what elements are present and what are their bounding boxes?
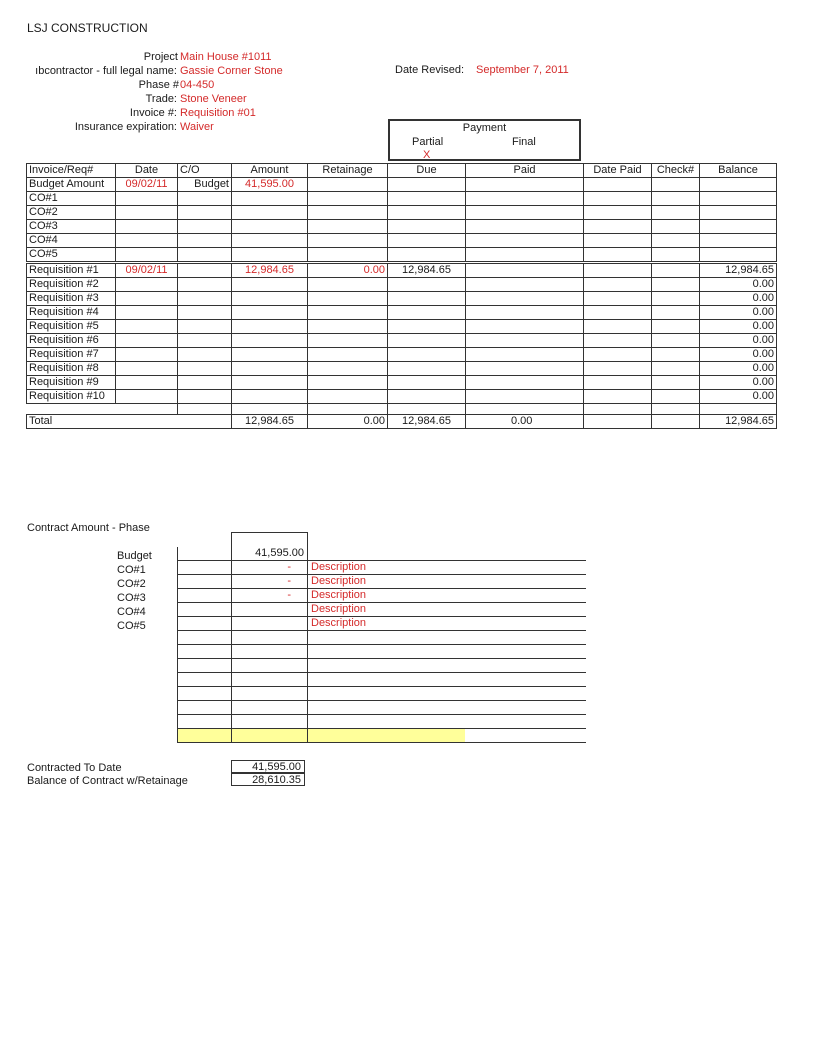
requisition-row	[27, 263, 777, 278]
co-row	[27, 192, 777, 206]
budget-date: 09/02/11	[116, 178, 178, 192]
balance-of-contract-label: Balance of Contract w/Retainage	[27, 775, 188, 787]
requisition-row	[27, 376, 777, 390]
req-label: Requisition #9	[27, 376, 116, 390]
co-label: CO#4	[27, 234, 116, 248]
balance-of-contract-value: 28,610.35	[231, 773, 305, 786]
col-due: Due	[388, 164, 466, 178]
requisition-row	[27, 334, 777, 348]
total-amount: 12,984.65	[232, 415, 308, 429]
total-due: 12,984.65	[388, 415, 466, 429]
contract-desc: Description	[308, 603, 586, 617]
col-balance: Balance	[700, 164, 777, 178]
payment-final-label: Final	[512, 136, 536, 148]
req-label: Requisition #7	[27, 348, 116, 362]
payment-box	[388, 119, 581, 161]
co-label: CO#2	[27, 206, 116, 220]
contracted-to-date-label: Contracted To Date	[27, 762, 122, 774]
co-row	[27, 234, 777, 248]
date-revised-label: Date Revised:	[395, 64, 465, 76]
co-label: CO#5	[27, 248, 116, 263]
contract-amount: -	[232, 575, 308, 589]
contract-row-label: CO#5	[117, 620, 146, 632]
requisition-row	[27, 390, 777, 404]
budget-co: Budget	[178, 178, 232, 192]
col-co: C/O	[178, 164, 232, 178]
company-name: LSJ CONSTRUCTION	[27, 21, 148, 35]
subcontractor-value: Gassie Corner Stone	[180, 65, 283, 77]
invoice-label: Invoice #:	[129, 107, 177, 119]
contract-amount: -	[232, 589, 308, 603]
contract-row	[178, 561, 586, 575]
contract-desc: Description	[308, 575, 586, 589]
req-balance: 0.00	[700, 278, 777, 292]
req-balance: 12,984.65	[700, 263, 777, 278]
col-date-paid: Date Paid	[584, 164, 652, 178]
co-label: CO#3	[27, 220, 116, 234]
req-balance: 0.00	[700, 320, 777, 334]
contract-labels	[117, 549, 152, 633]
payment-partial-label: Partial	[412, 136, 444, 148]
total-label: Total	[27, 415, 232, 429]
contract-amount-table	[177, 532, 586, 743]
req-balance: 0.00	[700, 306, 777, 320]
contract-row	[178, 575, 586, 589]
contract-desc	[308, 547, 586, 561]
col-invoice: Invoice/Req#	[27, 164, 116, 178]
req-label: Requisition #1	[27, 263, 116, 278]
contract-amount: 41,595.00	[232, 547, 308, 561]
req-label: Requisition #2	[27, 278, 116, 292]
highlight-row	[178, 729, 586, 743]
budget-amount: 41,595.00	[232, 178, 308, 192]
contract-title: Contract Amount - Phase	[27, 522, 150, 534]
col-amount: Amount	[232, 164, 308, 178]
co-row	[27, 220, 777, 234]
phase-value: 04-450	[180, 79, 215, 91]
payment-title: Payment	[462, 122, 507, 134]
req-balance: 0.00	[700, 348, 777, 362]
insurance-label: Insurance expiration:	[74, 121, 177, 133]
contract-amount: -	[232, 561, 308, 575]
contract-row	[178, 547, 586, 561]
requisition-ledger-table	[26, 163, 777, 429]
req-balance: 0.00	[700, 334, 777, 348]
req-due: 12,984.65	[388, 263, 466, 278]
date-revised-value: September 7, 2011	[476, 64, 569, 76]
req-balance: 0.00	[700, 292, 777, 306]
col-date: Date	[116, 164, 178, 178]
total-retainage: 0.00	[308, 415, 388, 429]
col-retainage: Retainage	[308, 164, 388, 178]
contract-amount	[232, 617, 308, 631]
contract-row-label: CO#2	[117, 578, 146, 590]
col-check: Check#	[652, 164, 700, 178]
total-paid: 0.00	[466, 415, 584, 429]
co-label: CO#1	[27, 192, 116, 206]
table-header-row	[27, 164, 777, 178]
requisition-row	[27, 362, 777, 376]
requisition-row	[27, 306, 777, 320]
req-amount: 12,984.65	[232, 263, 308, 278]
req-balance: 0.00	[700, 390, 777, 404]
payment-partial-mark: X	[423, 149, 431, 161]
subcontractor-label: ıbcontractor - full legal name:	[35, 65, 177, 77]
budget-row	[27, 178, 777, 192]
contract-desc: Description	[308, 561, 586, 575]
requisition-row	[27, 320, 777, 334]
project-label: Project	[143, 51, 178, 63]
insurance-value: Waiver	[180, 121, 214, 133]
budget-label: Budget Amount	[27, 178, 116, 192]
req-label: Requisition #6	[27, 334, 116, 348]
requisition-row	[27, 348, 777, 362]
req-label: Requisition #3	[27, 292, 116, 306]
trade-label: Trade:	[145, 93, 177, 105]
contract-row	[178, 589, 586, 603]
project-value: Main House #1011	[180, 51, 272, 63]
phase-label: Phase #	[138, 79, 179, 91]
requisition-row	[27, 292, 777, 306]
req-label: Requisition #4	[27, 306, 116, 320]
req-balance: 0.00	[700, 376, 777, 390]
total-row	[27, 415, 777, 429]
co-row	[27, 206, 777, 220]
contract-desc: Description	[308, 617, 586, 631]
contract-row-label: CO#1	[117, 564, 146, 576]
req-balance: 0.00	[700, 362, 777, 376]
invoice-value: Requisition #01	[180, 107, 256, 119]
contract-row-label: Budget	[117, 550, 152, 562]
col-paid: Paid	[466, 164, 584, 178]
contract-row-label: CO#4	[117, 606, 146, 618]
req-label: Requisition #10	[27, 390, 116, 404]
contract-desc: Description	[308, 589, 586, 603]
requisition-row	[27, 278, 777, 292]
contracted-to-date-value: 41,595.00	[231, 760, 305, 773]
contract-row	[178, 617, 586, 631]
co-row	[27, 248, 777, 263]
req-label: Requisition #5	[27, 320, 116, 334]
contract-row	[178, 603, 586, 617]
total-balance: 12,984.65	[700, 415, 777, 429]
req-date: 09/02/11	[116, 263, 178, 278]
req-label: Requisition #8	[27, 362, 116, 376]
contract-amount	[232, 603, 308, 617]
contract-row-label: CO#3	[117, 592, 146, 604]
req-retainage: 0.00	[308, 263, 388, 278]
trade-value: Stone Veneer	[180, 93, 247, 105]
